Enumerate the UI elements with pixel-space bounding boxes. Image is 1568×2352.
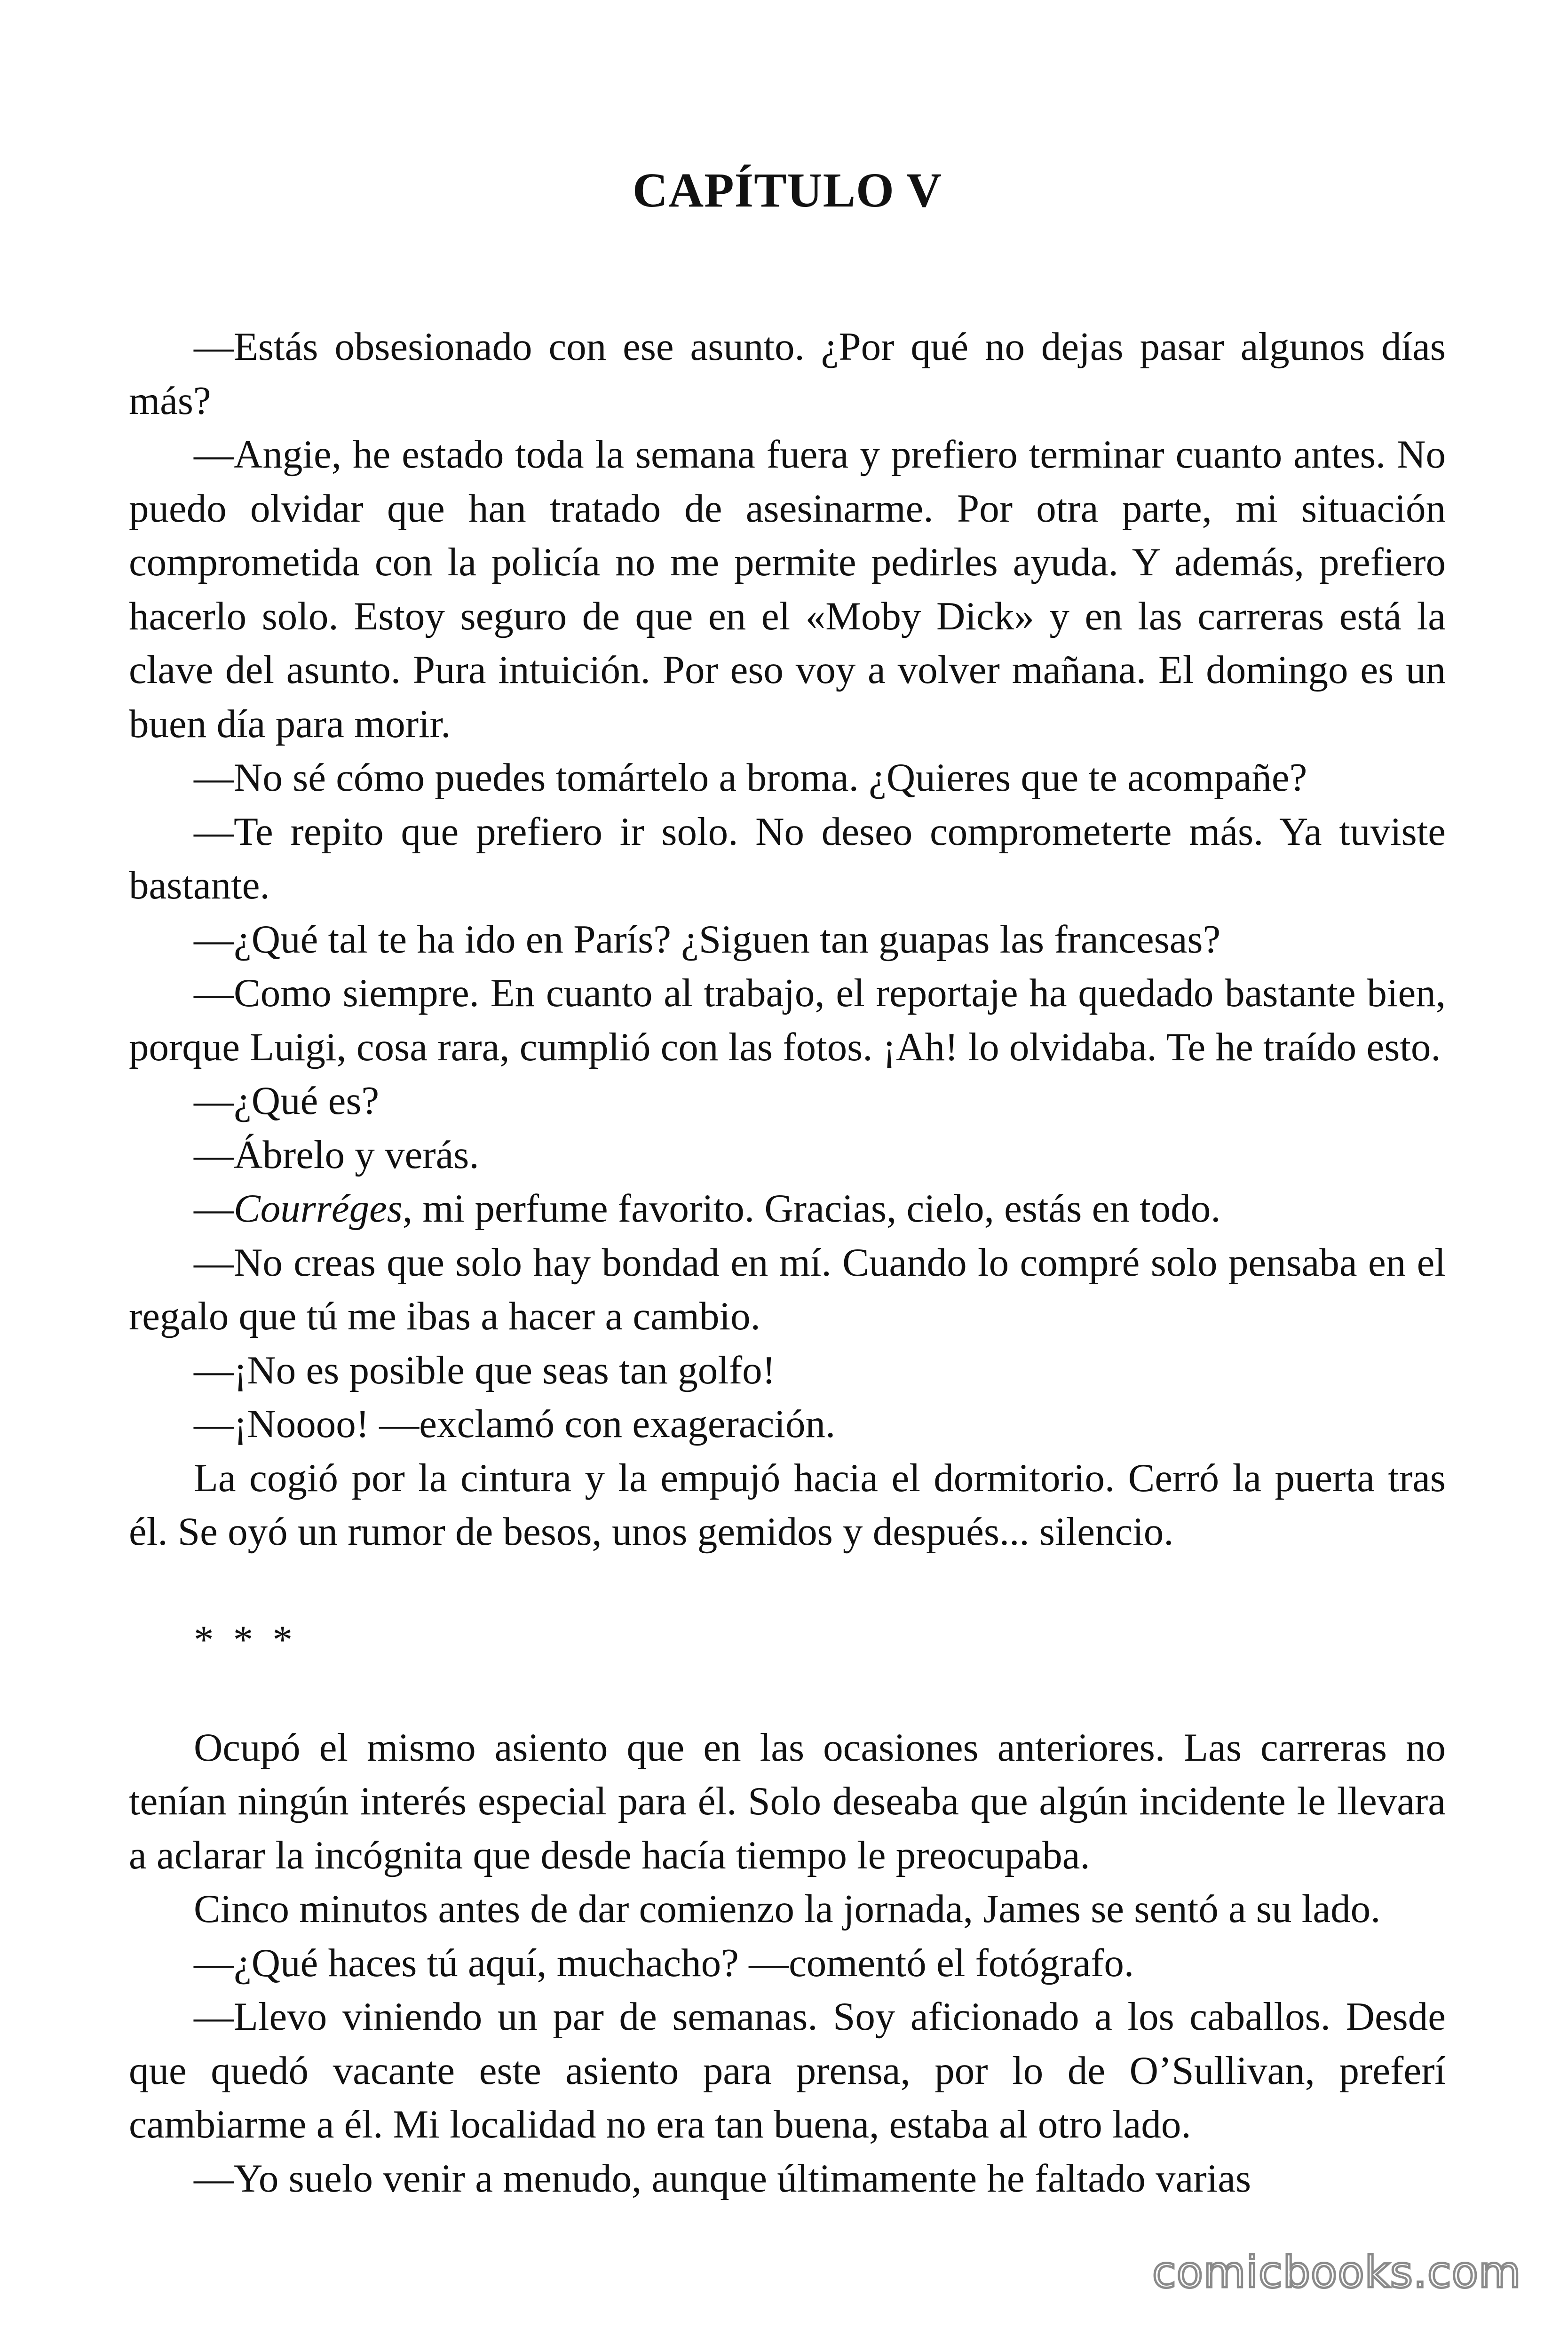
paragraph (129, 1236, 1446, 1343)
paragraph-text: —Estás obsesionado con ese asunto. ¿Por qué no dejas pasar algunos días más? (129, 325, 1446, 423)
chapter-title: CAPÍTULO V (632, 163, 942, 217)
text-section-2 (129, 1721, 1446, 2206)
paragraph (129, 751, 1446, 805)
paragraph-text: Ocupó el mismo asiento que en las ocasiones anteriores. Las carreras no tenían ningún interés especial para él. Solo deseaba que algún incidente le llevara a aclarar la incógnita que desde hacía tiempo le preocupaba. (129, 1725, 1446, 1877)
paragraph (129, 1936, 1446, 1990)
paragraph-text: — (194, 1186, 234, 1231)
paragraph-text: —Como siempre. En cuanto al trabajo, el reportaje ha quedado bastante bien, porque Luigi, cosa rara, cumplió con las fotos. ¡Ah! lo olvidaba. Te he traído esto. (129, 971, 1446, 1069)
paragraph-text: —No creas que solo hay bondad en mí. Cuando lo compré solo pensaba en el regalo que tú me ibas a hacer a cambio. (129, 1240, 1446, 1338)
paragraph (129, 2152, 1446, 2206)
paragraph (129, 1451, 1446, 1559)
paragraph (129, 1128, 1446, 1182)
watermark-logo: comicbooks.com (1152, 2247, 1521, 2297)
paragraph-text: —Llevo viniendo un par de semanas. Soy aficionado a los caballos. Desde que quedó vacante este asiento para prensa, por lo de O’Sullivan, preferí cambiarme a él. Mi localidad no era tan buena, estaba al otro lado. (129, 1994, 1446, 2146)
italic-text: Courréges (234, 1186, 403, 1231)
paragraph-text: —¡No es posible que seas tan golfo! (194, 1348, 776, 1392)
paragraph (129, 320, 1446, 428)
paragraph-text: —¿Qué haces tú aquí, muchacho? —comentó el fotógrafo. (194, 1940, 1134, 1985)
paragraph (129, 428, 1446, 751)
paragraph (129, 805, 1446, 913)
paragraph-text: —¿Qué es? (194, 1079, 380, 1123)
paragraph (129, 1074, 1446, 1128)
paragraph-text: —¡Noooo! —exclamó con exageración. (194, 1402, 836, 1446)
paragraph-text: —Ábrelo y verás. (194, 1132, 479, 1177)
paragraph (129, 1397, 1446, 1451)
section-separator: * * * (194, 1617, 297, 1662)
paragraph-text: —Yo suelo venir a menudo, aunque últimamente he faltado varias (194, 2156, 1251, 2201)
text-section-1 (129, 320, 1446, 1559)
paragraph (129, 1990, 1446, 2152)
body-text (129, 320, 1446, 2205)
paragraph-text: , mi perfume favorito. Gracias, cielo, estás en todo. (402, 1186, 1221, 1231)
paragraph-text: —Te repito que prefiero ir solo. No deseo comprometerte más. Ya tuviste bastante. (129, 809, 1446, 907)
paragraph (129, 1343, 1446, 1398)
paragraph-text: La cogió por la cintura y la empujó hacia el dormitorio. Cerró la puerta tras él. Se oyó un rumor de besos, unos gemidos y después... silencio. (129, 1455, 1446, 1554)
paragraph (129, 966, 1446, 1074)
paragraph-text: —Angie, he estado toda la semana fuera y prefiero terminar cuanto antes. No puedo olvidar que han tratado de asesinarme. Por otra parte, mi situación comprometida con la policía no me permite pedirles ayuda. Y además, prefiero hacerlo solo. Estoy seguro de que en el «Moby Dick» y en las carreras está la clave del asunto. Pura intuición. Por eso voy a volver mañana. El domingo es un buen día para morir. (129, 432, 1446, 746)
paragraph (129, 1721, 1446, 1883)
book-page (129, 0, 1446, 2352)
paragraph-text: —¿Qué tal te ha ido en París? ¿Siguen tan guapas las francesas? (194, 917, 1221, 961)
paragraph-text: —No sé cómo puedes tomártelo a broma. ¿Quieres que te acompañe? (194, 755, 1307, 800)
paragraph (129, 1882, 1446, 1936)
paragraph (129, 913, 1446, 967)
paragraph-text: Cinco minutos antes de dar comienzo la jornada, James se sentó a su lado. (194, 1887, 1381, 1931)
paragraph (129, 1182, 1446, 1236)
